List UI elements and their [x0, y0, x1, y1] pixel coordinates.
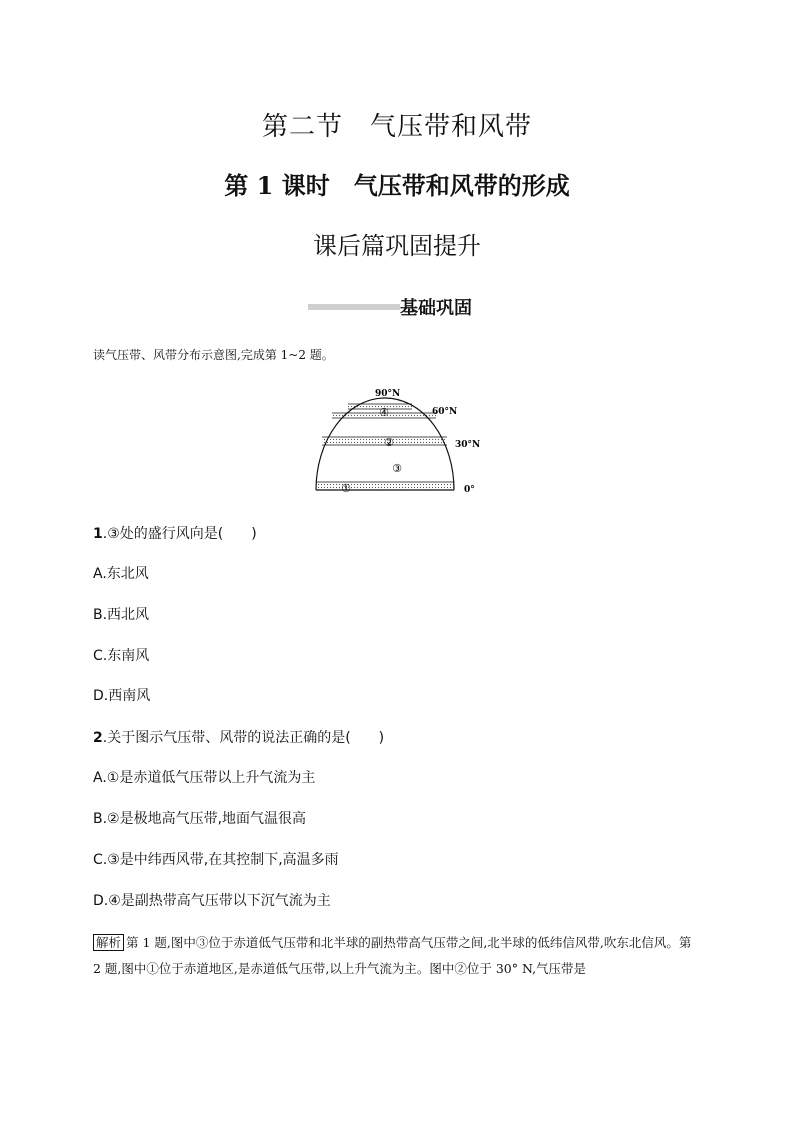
q1-option-a: A.东北风: [93, 566, 149, 582]
marker-3: ③: [392, 462, 402, 475]
practice-title: 课后篇巩固提升: [313, 232, 481, 260]
question-intro: 读气压带、风带分布示意图,完成第 1~2 题。: [93, 348, 334, 362]
label-60n: 60°N: [432, 407, 458, 417]
section-heading: 基础巩固: [400, 298, 472, 319]
q1-option-d: D.西南风: [93, 688, 151, 704]
question-1-number: 1: [93, 526, 103, 542]
q1-option-c: C.东南风: [93, 648, 150, 664]
question-2-number: 2: [93, 730, 103, 746]
question-2-text: .关于图示气压带、风带的说法正确的是( ): [102, 730, 385, 746]
marker-2: ②: [384, 436, 394, 449]
q2-option-d: D.④是副热带高气压带以下沉气流为主: [93, 893, 331, 909]
lesson-title: 第 1 课时 气压带和风带的形成: [224, 171, 570, 200]
q1-option-b: B.西北风: [93, 607, 150, 623]
analysis-block: [93, 930, 703, 982]
marker-1: ①: [341, 482, 351, 495]
q2-option-a: A.①是赤道低气压带以上升气流为主: [93, 770, 316, 786]
question-1-stem: [93, 523, 257, 543]
q2-option-b: B.②是极地高气压带,地面气温很高: [93, 811, 307, 827]
label-30n: 30°N: [455, 440, 481, 450]
pressure-belt-equatorial-low: [316, 482, 454, 490]
pressure-belt-diagram: [305, 384, 495, 496]
section-title: 第二节 气压带和风带: [261, 112, 532, 142]
label-90n: 90°N: [375, 389, 401, 399]
q2-option-c: C.③是中纬西风带,在其控制下,高温多雨: [93, 852, 339, 868]
analysis-tag: 解析: [93, 934, 124, 951]
section-heading-bar: [308, 304, 400, 310]
label-0: 0°: [464, 485, 475, 495]
question-1-text: .③处的盛行风向是( ): [102, 526, 257, 542]
marker-4: ④: [379, 406, 389, 419]
analysis-text: 第 1 题,图中③位于赤道低气压带和北半球的副热带高气压带之间,北半球的低纬信风带,吹东北信风。第 2 题,图中①位于赤道地区,是赤道低气压带,以上升气流为主。图中②位于 30° N,气压带是: [93, 935, 692, 976]
question-2-stem: [93, 727, 384, 747]
